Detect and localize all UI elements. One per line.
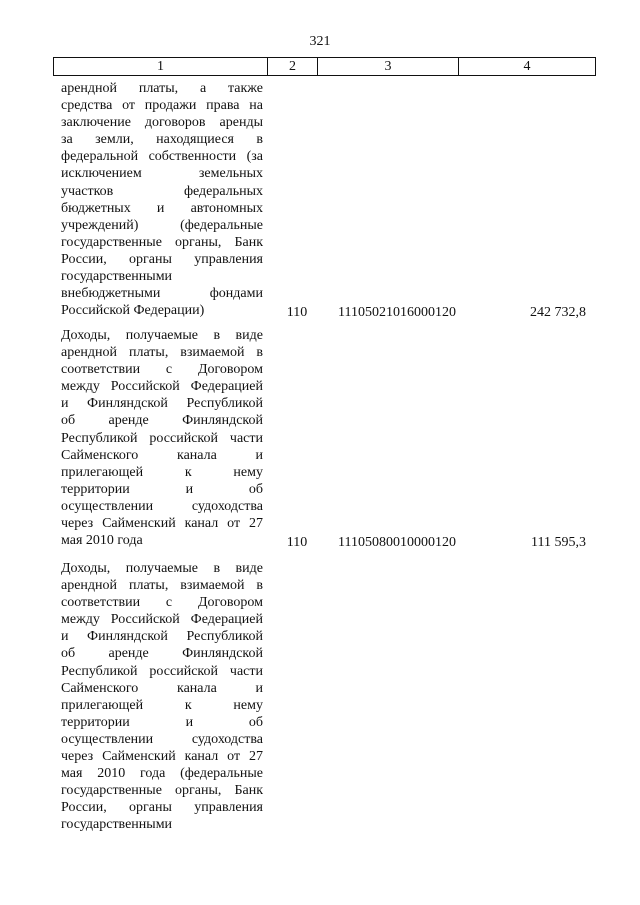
description-line: мая 2010 года (федеральные bbox=[61, 766, 263, 782]
description-line: через Сайменский канал от 27 bbox=[61, 749, 263, 765]
description-line: соответствии с Договором bbox=[61, 362, 263, 378]
row-amount: 242 732,8 bbox=[530, 305, 586, 320]
description-line: Республикой российской части bbox=[61, 430, 263, 446]
description-line: Сайменского канала и bbox=[61, 447, 263, 463]
description-line: об аренде Финляндской bbox=[61, 646, 263, 662]
description-line: через Сайменский канал от 27 bbox=[61, 516, 263, 532]
description-line: соответствии с Договором bbox=[61, 595, 263, 611]
description-line: России, органы управления bbox=[61, 800, 263, 816]
row-description bbox=[61, 327, 263, 549]
description-line: внебюджетными фондами bbox=[61, 286, 263, 302]
row-amount: 111 595,3 bbox=[531, 535, 586, 550]
description-line: осуществлении судоходства bbox=[61, 498, 263, 514]
description-line: арендной платы, взимаемой в bbox=[61, 578, 263, 594]
row-admin-code: 110 bbox=[286, 305, 308, 320]
description-line: мая 2010 года bbox=[61, 533, 143, 549]
description-line: между Российской Федерацией bbox=[61, 379, 263, 395]
description-line: бюджетных и автономных bbox=[61, 200, 263, 216]
description-line: и Финляндской Республикой bbox=[61, 396, 263, 412]
description-line: прилегающей к нему bbox=[61, 697, 263, 713]
description-line: государственные органы, Банк bbox=[61, 234, 263, 250]
description-line: Доходы, получаемые в виде bbox=[61, 561, 263, 576]
row-budget-code: 11105080010000120 bbox=[338, 535, 456, 550]
description-line: Российской Федерации) bbox=[61, 303, 205, 319]
description-line: учреждений) (федеральные bbox=[61, 217, 263, 233]
description-line: Республикой российской части bbox=[61, 663, 263, 679]
description-line: арендной платы, а также bbox=[61, 81, 263, 96]
description-line: прилегающей к нему bbox=[61, 464, 263, 480]
description-line: между Российской Федерацией bbox=[61, 612, 263, 628]
header-col-1: 1 bbox=[54, 58, 268, 75]
description-line: об аренде Финляндской bbox=[61, 413, 263, 429]
row-description bbox=[61, 80, 263, 319]
row-admin-code: 110 bbox=[286, 535, 308, 550]
table-header bbox=[53, 57, 596, 76]
row-description bbox=[61, 560, 263, 834]
description-line: федеральной собственности (за bbox=[61, 149, 263, 165]
description-line: государственными bbox=[61, 269, 173, 285]
description-line: государственными bbox=[61, 817, 173, 833]
description-line: территории и об bbox=[61, 714, 263, 730]
description-line: заключение договоров аренды bbox=[61, 115, 263, 131]
row-budget-code: 11105021016000120 bbox=[338, 305, 456, 320]
description-line: Сайменского канала и bbox=[61, 680, 263, 696]
description-line: участков федеральных bbox=[61, 183, 263, 199]
description-line: государственные органы, Банк bbox=[61, 783, 263, 799]
header-col-2: 2 bbox=[268, 58, 318, 75]
description-line: Доходы, получаемые в виде bbox=[61, 328, 263, 343]
header-col-3: 3 bbox=[318, 58, 459, 75]
description-line: территории и об bbox=[61, 481, 263, 497]
page-number: 321 bbox=[309, 34, 331, 49]
description-line: России, органы управления bbox=[61, 251, 263, 267]
description-line: средства от продажи права на bbox=[61, 98, 263, 114]
description-line: арендной платы, взимаемой в bbox=[61, 345, 263, 361]
description-line: исключением земельных bbox=[61, 166, 263, 182]
header-col-4: 4 bbox=[523, 59, 531, 74]
description-line: за земли, находящиеся в bbox=[61, 132, 263, 148]
description-line: и Финляндской Республикой bbox=[61, 629, 263, 645]
description-line: осуществлении судоходства bbox=[61, 731, 263, 747]
